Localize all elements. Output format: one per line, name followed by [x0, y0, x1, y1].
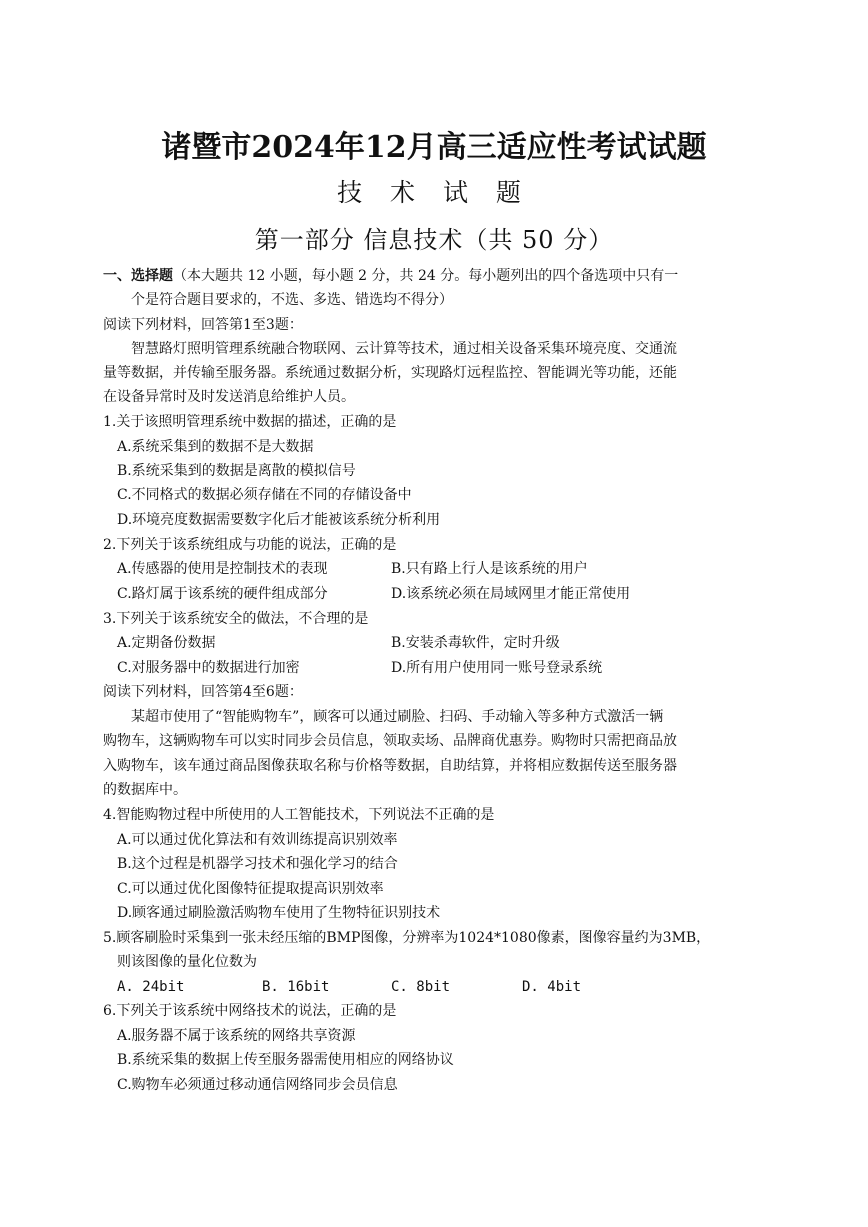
question-stem: 2.下列关于该系统组成与功能的说法，正确的是	[103, 537, 397, 553]
material-lead: 阅读下列材料，回答第1至3题：	[103, 317, 303, 333]
section-instruction-cont: 个是符合题目要求的，不选、多选、错选均不得分）	[131, 292, 453, 308]
section-instruction: （本大题共 12 小题，每小题 2 分，共 24 分。每小题列出的四个备选项中只有一	[173, 268, 679, 284]
material-paragraph-line: 智慧路灯照明管理系统融合物联网、云计算等技术，通过相关设备采集环境亮度、交通流	[131, 341, 677, 357]
option: B.只有路上行人是该系统的用户	[391, 561, 588, 577]
question-stem: 6.下列关于该系统中网络技术的说法，正确的是	[103, 1003, 397, 1019]
section-heading-row	[103, 264, 678, 288]
part-title: 第一部分 信息技术（共 50 分）	[254, 226, 614, 254]
option: B.系统采集的数据上传至服务器需使用相应的网络协议	[117, 1052, 454, 1068]
question-stem: 1.关于该照明管理系统中数据的描述，正确的是	[103, 414, 397, 430]
option: C.对服务器中的数据进行加密	[117, 660, 300, 676]
subject-title: 技 术 试 题	[337, 178, 531, 207]
material-paragraph-line: 某超市使用了“智能购物车”，顾客可以通过刷脸、扫码、手动输入等多种方式激活一辆	[131, 709, 664, 725]
material-paragraph-line: 的数据库中。	[103, 782, 187, 798]
option: D.所有用户使用同一账号登录系统	[391, 660, 603, 676]
option: D.该系统必须在局域网里才能正常使用	[391, 586, 631, 602]
option: B.系统采集到的数据是离散的模拟信号	[117, 463, 356, 479]
material-paragraph-line: 在设备异常时及时发送消息给维护人员。	[103, 389, 355, 405]
option: A.可以通过优化算法和有效训练提高识别效率	[117, 832, 398, 848]
material-paragraph-line: 量等数据，并传输至服务器。系统通过数据分析，实现路灯远程监控、智能调光等功能，还能	[103, 365, 677, 381]
option: D.顾客通过刷脸激活购物车使用了生物特征识别技术	[117, 905, 441, 921]
option: D. 4bit	[522, 979, 582, 995]
question-stem: 3.下列关于该系统安全的做法，不合理的是	[103, 611, 369, 627]
option: A.服务器不属于该系统的网络共享资源	[117, 1028, 356, 1044]
option: B.安装杀毒软件，定时升级	[391, 635, 560, 651]
option: A.定期备份数据	[117, 635, 216, 651]
option: C.不同格式的数据必须存储在不同的存储设备中	[117, 487, 412, 503]
section-heading: 一、选择题	[103, 268, 173, 284]
option: D.环境亮度数据需要数字化后才能被该系统分析利用	[117, 512, 441, 528]
material-paragraph-line: 入购物车，该车通过商品图像获取名称与价格等数据，自助结算，并将相应数据传送至服务器	[103, 758, 677, 774]
question-stem: 4.智能购物过程中所使用的人工智能技术，下列说法不正确的是	[103, 807, 495, 823]
option: B.这个过程是机器学习技术和强化学习的结合	[117, 856, 398, 872]
option: C. 8bit	[391, 979, 451, 995]
question-stem-cont: 则该图像的量化位数为	[117, 954, 257, 970]
option: B. 16bit	[262, 979, 330, 995]
option: C.购物车必须通过移动通信网络同步会员信息	[117, 1077, 398, 1093]
question-stem: 5.顾客刷脸时采集到一张未经压缩的BMP图像，分辨率为1024*1080像素，图像容量约为3MB，	[103, 930, 711, 946]
material-lead: 阅读下列材料，回答第4至6题：	[103, 684, 303, 700]
option: C.可以通过优化图像特征提取提高识别效率	[117, 881, 384, 897]
exam-main-title: 诸暨市2024年12月高三适应性考试试题	[161, 130, 707, 165]
option: A.系统采集到的数据不是大数据	[117, 439, 314, 455]
option: C.路灯属于该系统的硬件组成部分	[117, 586, 328, 602]
option: A. 24bit	[117, 979, 185, 995]
material-paragraph-line: 购物车，这辆购物车可以实时同步会员信息，领取卖场、品牌商优惠券。购物时只需把商品放	[103, 733, 677, 749]
option: A.传感器的使用是控制技术的表现	[117, 561, 328, 577]
